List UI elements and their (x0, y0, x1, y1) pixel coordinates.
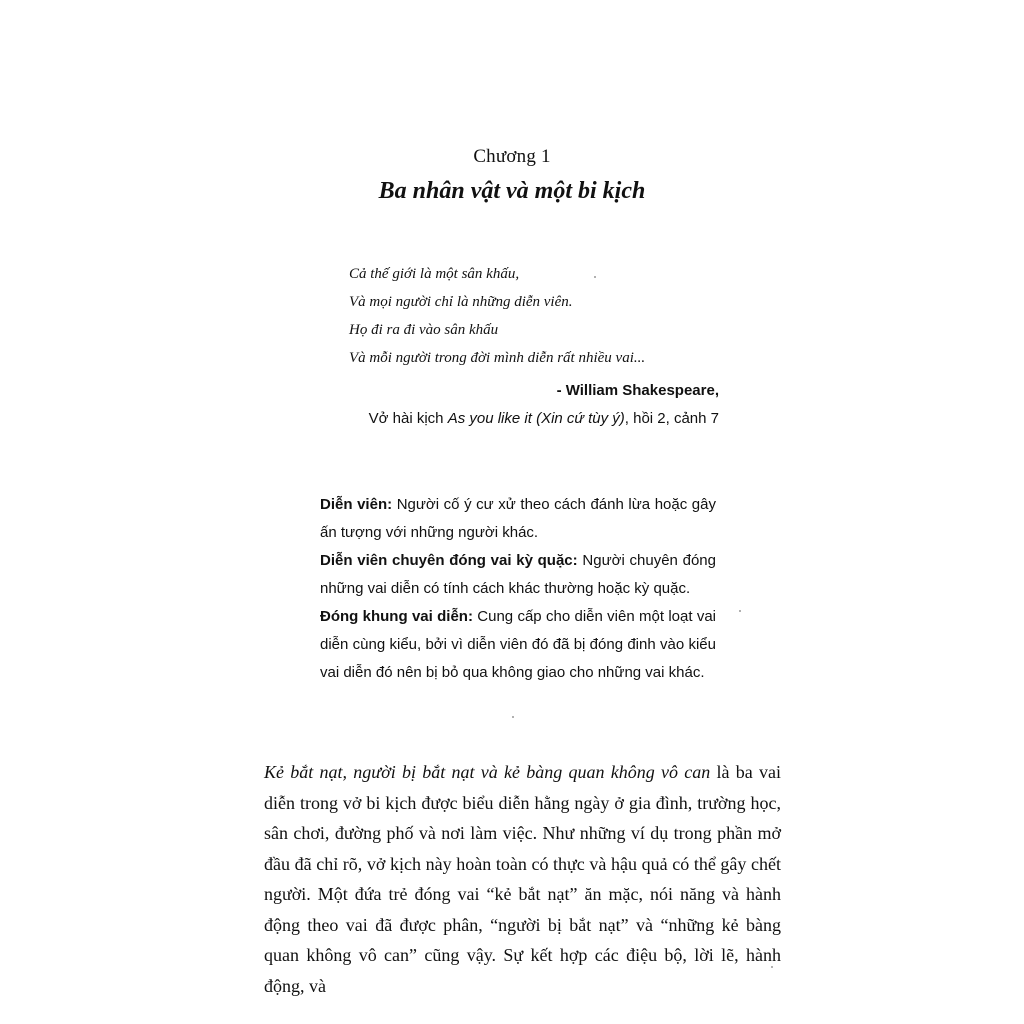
glossary-term: Đóng khung vai diễn: (320, 608, 473, 625)
glossary-definition: Cung cấp cho diễn viên một loạt vai diễn cùng kiểu, bởi vì diễn viên đó đã bị đóng đinh vào kiểu vai diễn đó nên bị bỏ qua không giao cho những vai khác. (320, 608, 717, 681)
epigraph-source (369, 410, 719, 427)
glossary-entry (320, 547, 716, 603)
epigraph-author: - William Shakespeare, (556, 382, 719, 399)
chapter-label: Chương 1 (473, 146, 551, 167)
glossary-term: Diễn viên chuyên đóng vai kỳ quặc: (320, 552, 578, 569)
scan-speck-decoration (739, 610, 741, 612)
epigraph-line: Họ đi ra đi vào sân khấu (349, 322, 499, 338)
body-paragraph (264, 757, 781, 1001)
glossary-box (320, 491, 716, 687)
glossary-term: Diễn viên: (320, 496, 393, 513)
source-prefix: Vở hài kịch (368, 410, 448, 427)
scan-speck-decoration (512, 716, 514, 718)
epigraph-line: Và mọi người chỉ là những diễn viên. (349, 294, 573, 310)
epigraph-quote (349, 264, 645, 376)
epigraph-line: Và mỗi người trong đời mình diễn rất nhiều vai... (349, 350, 646, 366)
source-suffix: , hồi 2, cảnh 7 (624, 410, 719, 427)
glossary-entry (320, 603, 716, 687)
chapter-title: Ba nhân vật và một bi kịch (378, 178, 646, 204)
scan-speck-decoration (771, 966, 773, 968)
glossary-entry (320, 491, 716, 547)
epigraph-line: Cả thế giới là một sân khấu, (349, 266, 520, 282)
source-work-title: As you like it (Xin cứ tùy ý) (447, 410, 625, 427)
glossary-definition: Người chuyên đóng những vai diễn có tính cách khác thường hoặc kỳ quặc. (320, 552, 716, 597)
body-text: là ba vai diễn trong vở bi kịch được biểu diễn hằng ngày ở gia đình, trường học, sân chơi, đường phố và nơi làm việc. Như những ví dụ trong phần mở đầu đã chỉ rõ, vở kịch này hoàn toàn có thực và hậu quả có thể gây chết người. Một đứa trẻ đóng vai “kẻ bắt nạt” ăn mặc, nói năng và hành động theo vai đã được phân, “người bị bắt nạt” và “những kẻ bàng quan không vô can” cũng vậy. Sự kết hợp các điệu bộ, lời lẽ, hành động, và (264, 762, 781, 996)
body-lead-italic: Kẻ bắt nạt, người bị bắt nạt và kẻ bàng quan không vô can (264, 762, 711, 782)
glossary-definition: Người cố ý cư xử theo cách đánh lừa hoặc gây ấn tượng với những người khác. (320, 496, 716, 541)
scan-speck-decoration (594, 276, 596, 278)
